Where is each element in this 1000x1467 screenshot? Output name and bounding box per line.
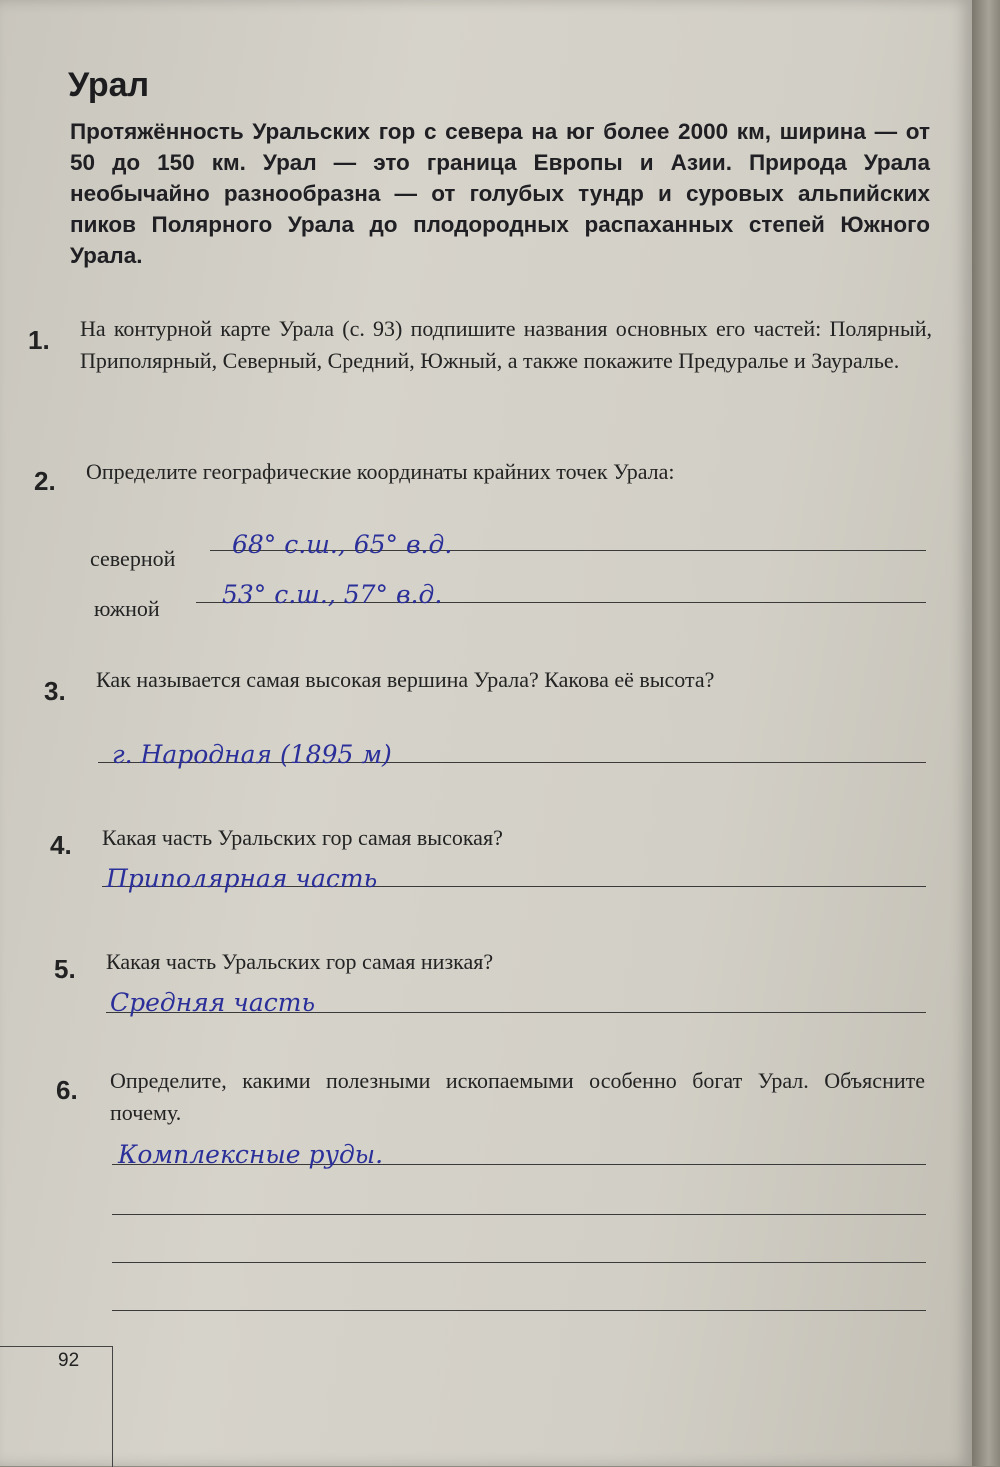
page-title: Урал bbox=[68, 66, 150, 104]
q4-answer: Приполярная часть bbox=[106, 864, 378, 893]
q6-answer-line-3 bbox=[112, 1262, 926, 1263]
question-number: 1. bbox=[28, 325, 50, 355]
question-number: 3. bbox=[44, 676, 66, 706]
question-text: На контурной карте Урала (с. 93) подпишите названия основных его частей: Полярный, Приполярный, Северный, Средний, Южный, а также покажите Предуралье и Зауралье. bbox=[80, 316, 932, 373]
question-number: 2. bbox=[34, 466, 56, 496]
q6-answer-line-4 bbox=[112, 1310, 926, 1311]
question-text: Какая часть Уральских гор самая высокая? bbox=[102, 825, 503, 850]
question-text: Определите, какими полезными ископаемыми особенно богат Урал. Объясните почему. bbox=[110, 1068, 925, 1125]
q3-answer: г. Народная (1895 м) bbox=[112, 740, 392, 769]
question-text: Как называется самая высокая вершина Урала? Какова её высота? bbox=[96, 667, 715, 692]
question-text: Какая часть Уральских гор самая низкая? bbox=[106, 949, 494, 974]
question-number: 5. bbox=[54, 954, 76, 984]
q6-answer-line-2 bbox=[112, 1214, 926, 1215]
north-answer: 68° с.ш., 65° в.д. bbox=[232, 530, 453, 559]
intro-paragraph: Протяжённость Уральских гор с севера на юг более 2000 км, ширина — от 50 до 150 км. Урал — это граница Европы и Азии. Природа Урала необычайно разнообразна — от голубых тундр и суровых альпийских пиков Полярного Урала до плодородных распаханных степей Южного Урала. bbox=[70, 119, 930, 268]
north-label: северной bbox=[90, 546, 176, 571]
question-number: 4. bbox=[50, 830, 72, 860]
question-text: Определите географические координаты крайних точек Урала: bbox=[86, 459, 675, 484]
south-answer: 53° с.ш., 57° в.д. bbox=[222, 580, 443, 609]
page-number: 92 bbox=[58, 1350, 80, 1371]
page-edge bbox=[972, 0, 1000, 1466]
south-label: южной bbox=[94, 596, 160, 621]
question-number: 6. bbox=[56, 1075, 78, 1105]
q6-answer: Комплексные руды. bbox=[118, 1140, 384, 1169]
page-number-box bbox=[0, 1346, 113, 1467]
q5-answer: Средняя часть bbox=[110, 988, 316, 1017]
